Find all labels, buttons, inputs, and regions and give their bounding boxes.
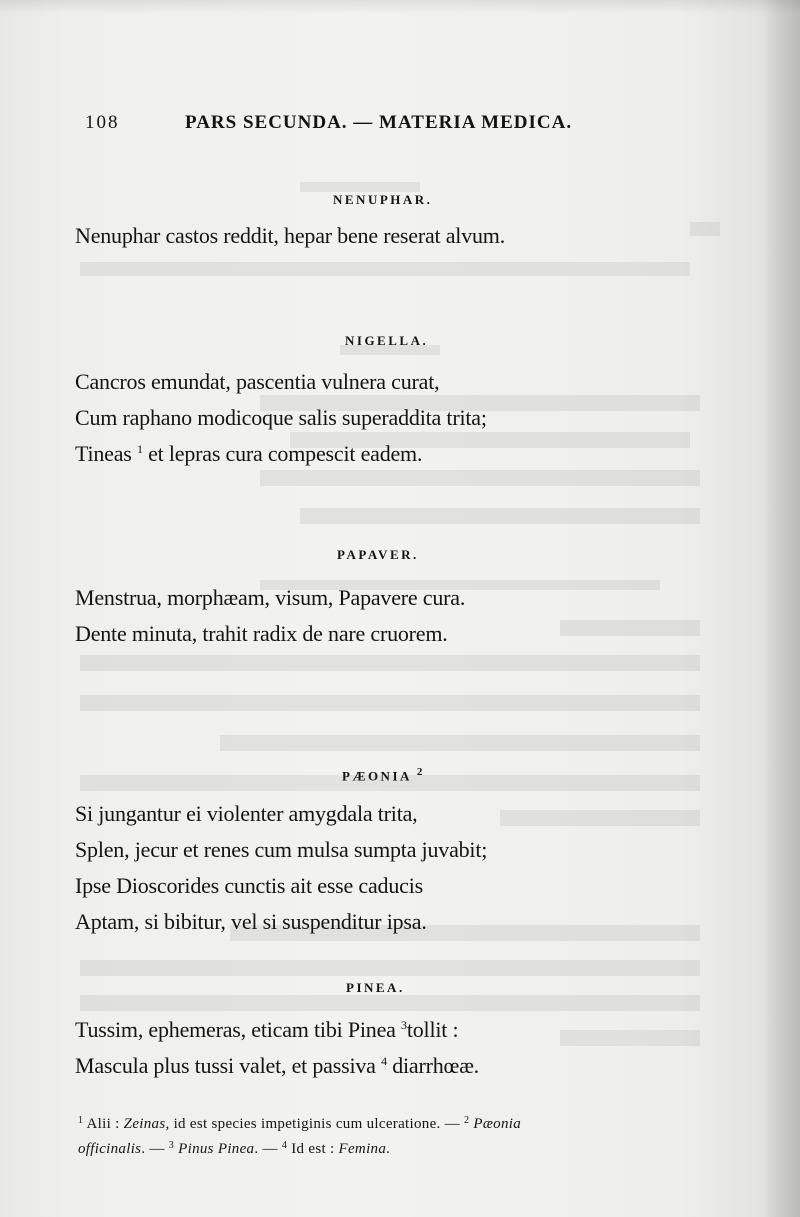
- section-heading-nigella: NIGELLA.: [345, 333, 429, 348]
- footnote-italic: Femina: [338, 1141, 387, 1157]
- verse-line: Cancros emundat, pascentia vulnera curat,: [75, 369, 440, 394]
- heading-text: PÆONIA: [342, 768, 412, 784]
- verse-line: Menstrua, morphæam, visum, Papavere cura.: [75, 585, 466, 610]
- verse-block-nigella: [75, 364, 487, 472]
- footnote-text: . —: [141, 1141, 165, 1157]
- verse-line: Dente minuta, trahit radix de nare cruorem.: [75, 621, 448, 646]
- footnote-marker: 2: [416, 766, 423, 778]
- footnote-text: .: [386, 1141, 391, 1157]
- section-heading-nenuphar: NENUPHAR.: [333, 192, 433, 207]
- section-heading-pinea: PINEA.: [346, 980, 405, 995]
- running-header: [85, 112, 685, 142]
- footnote-italic: Zeinas,: [123, 1116, 170, 1132]
- footnote-line: [78, 1112, 718, 1137]
- verse-line-start: Mascula plus tussi valet, et passiva: [75, 1053, 376, 1078]
- verse-block-pinea: [75, 1012, 479, 1084]
- footnote-italic: officinalis: [78, 1141, 142, 1157]
- verse-line-end: et lepras cura compescit eadem.: [148, 441, 423, 466]
- running-head-title: PARS SECUNDA. — MATERIA MEDICA.: [185, 112, 573, 133]
- footnote-marker: 1: [136, 442, 143, 456]
- verse-line-end: tollit :: [406, 1017, 459, 1042]
- verse-line: Splen, jecur et renes cum mulsa sumpta juvabit;: [75, 837, 488, 862]
- footnote-italic: Pæonia: [473, 1116, 522, 1132]
- verse-line-start: Tineas: [75, 441, 132, 466]
- footnote-marker: 4: [381, 1054, 387, 1068]
- verse-line: Aptam, si bibitur, vel si suspenditur ipsa.: [75, 909, 427, 934]
- footnote-number: 4: [281, 1140, 288, 1151]
- verse-line: Ipse Dioscorides cunctis ait esse caducis: [75, 873, 423, 898]
- footnote-line: [78, 1137, 718, 1162]
- section-heading-papaver: PAPAVER.: [337, 547, 419, 562]
- verse-line: [75, 436, 487, 472]
- footnote-italic: Pinus Pinea: [178, 1141, 255, 1157]
- verse-line: Nenuphar castos reddit, hepar bene reserat alvum.: [75, 223, 506, 248]
- verse-line-start: Tussim, ephemeras, eticam tibi Pinea: [75, 1017, 396, 1042]
- footnotes: [78, 1112, 718, 1162]
- verse-line: [75, 1048, 479, 1084]
- footnote-text: id est species impetiginis cum ulceratione. —: [173, 1116, 460, 1132]
- verse-line: Si jungantur ei violenter amygdala trita,: [75, 801, 418, 826]
- verse-block-papaver: [75, 580, 465, 652]
- verse-block-paeonia: [75, 796, 487, 940]
- verse-line: Cum raphano modicoque salis superaddita trita;: [75, 405, 487, 430]
- verse-line-end: diarrhœæ.: [392, 1053, 479, 1078]
- section-heading-paeonia: [342, 766, 422, 784]
- footnote-number: 2: [464, 1115, 470, 1126]
- footnote-marker: 3: [401, 1018, 407, 1032]
- verse-line: [75, 1012, 479, 1048]
- footnote-number: 3: [168, 1140, 175, 1151]
- verse-block-nenuphar: [75, 218, 505, 254]
- page-binding-shadow: [762, 0, 800, 1217]
- page-top-shadow: [0, 0, 800, 14]
- footnote-text: Id est :: [291, 1141, 335, 1157]
- footnote-text: Alii :: [86, 1116, 120, 1132]
- footnote-number: 1: [78, 1115, 84, 1126]
- footnote-text: . —: [254, 1141, 278, 1157]
- page-number: 108: [85, 112, 120, 133]
